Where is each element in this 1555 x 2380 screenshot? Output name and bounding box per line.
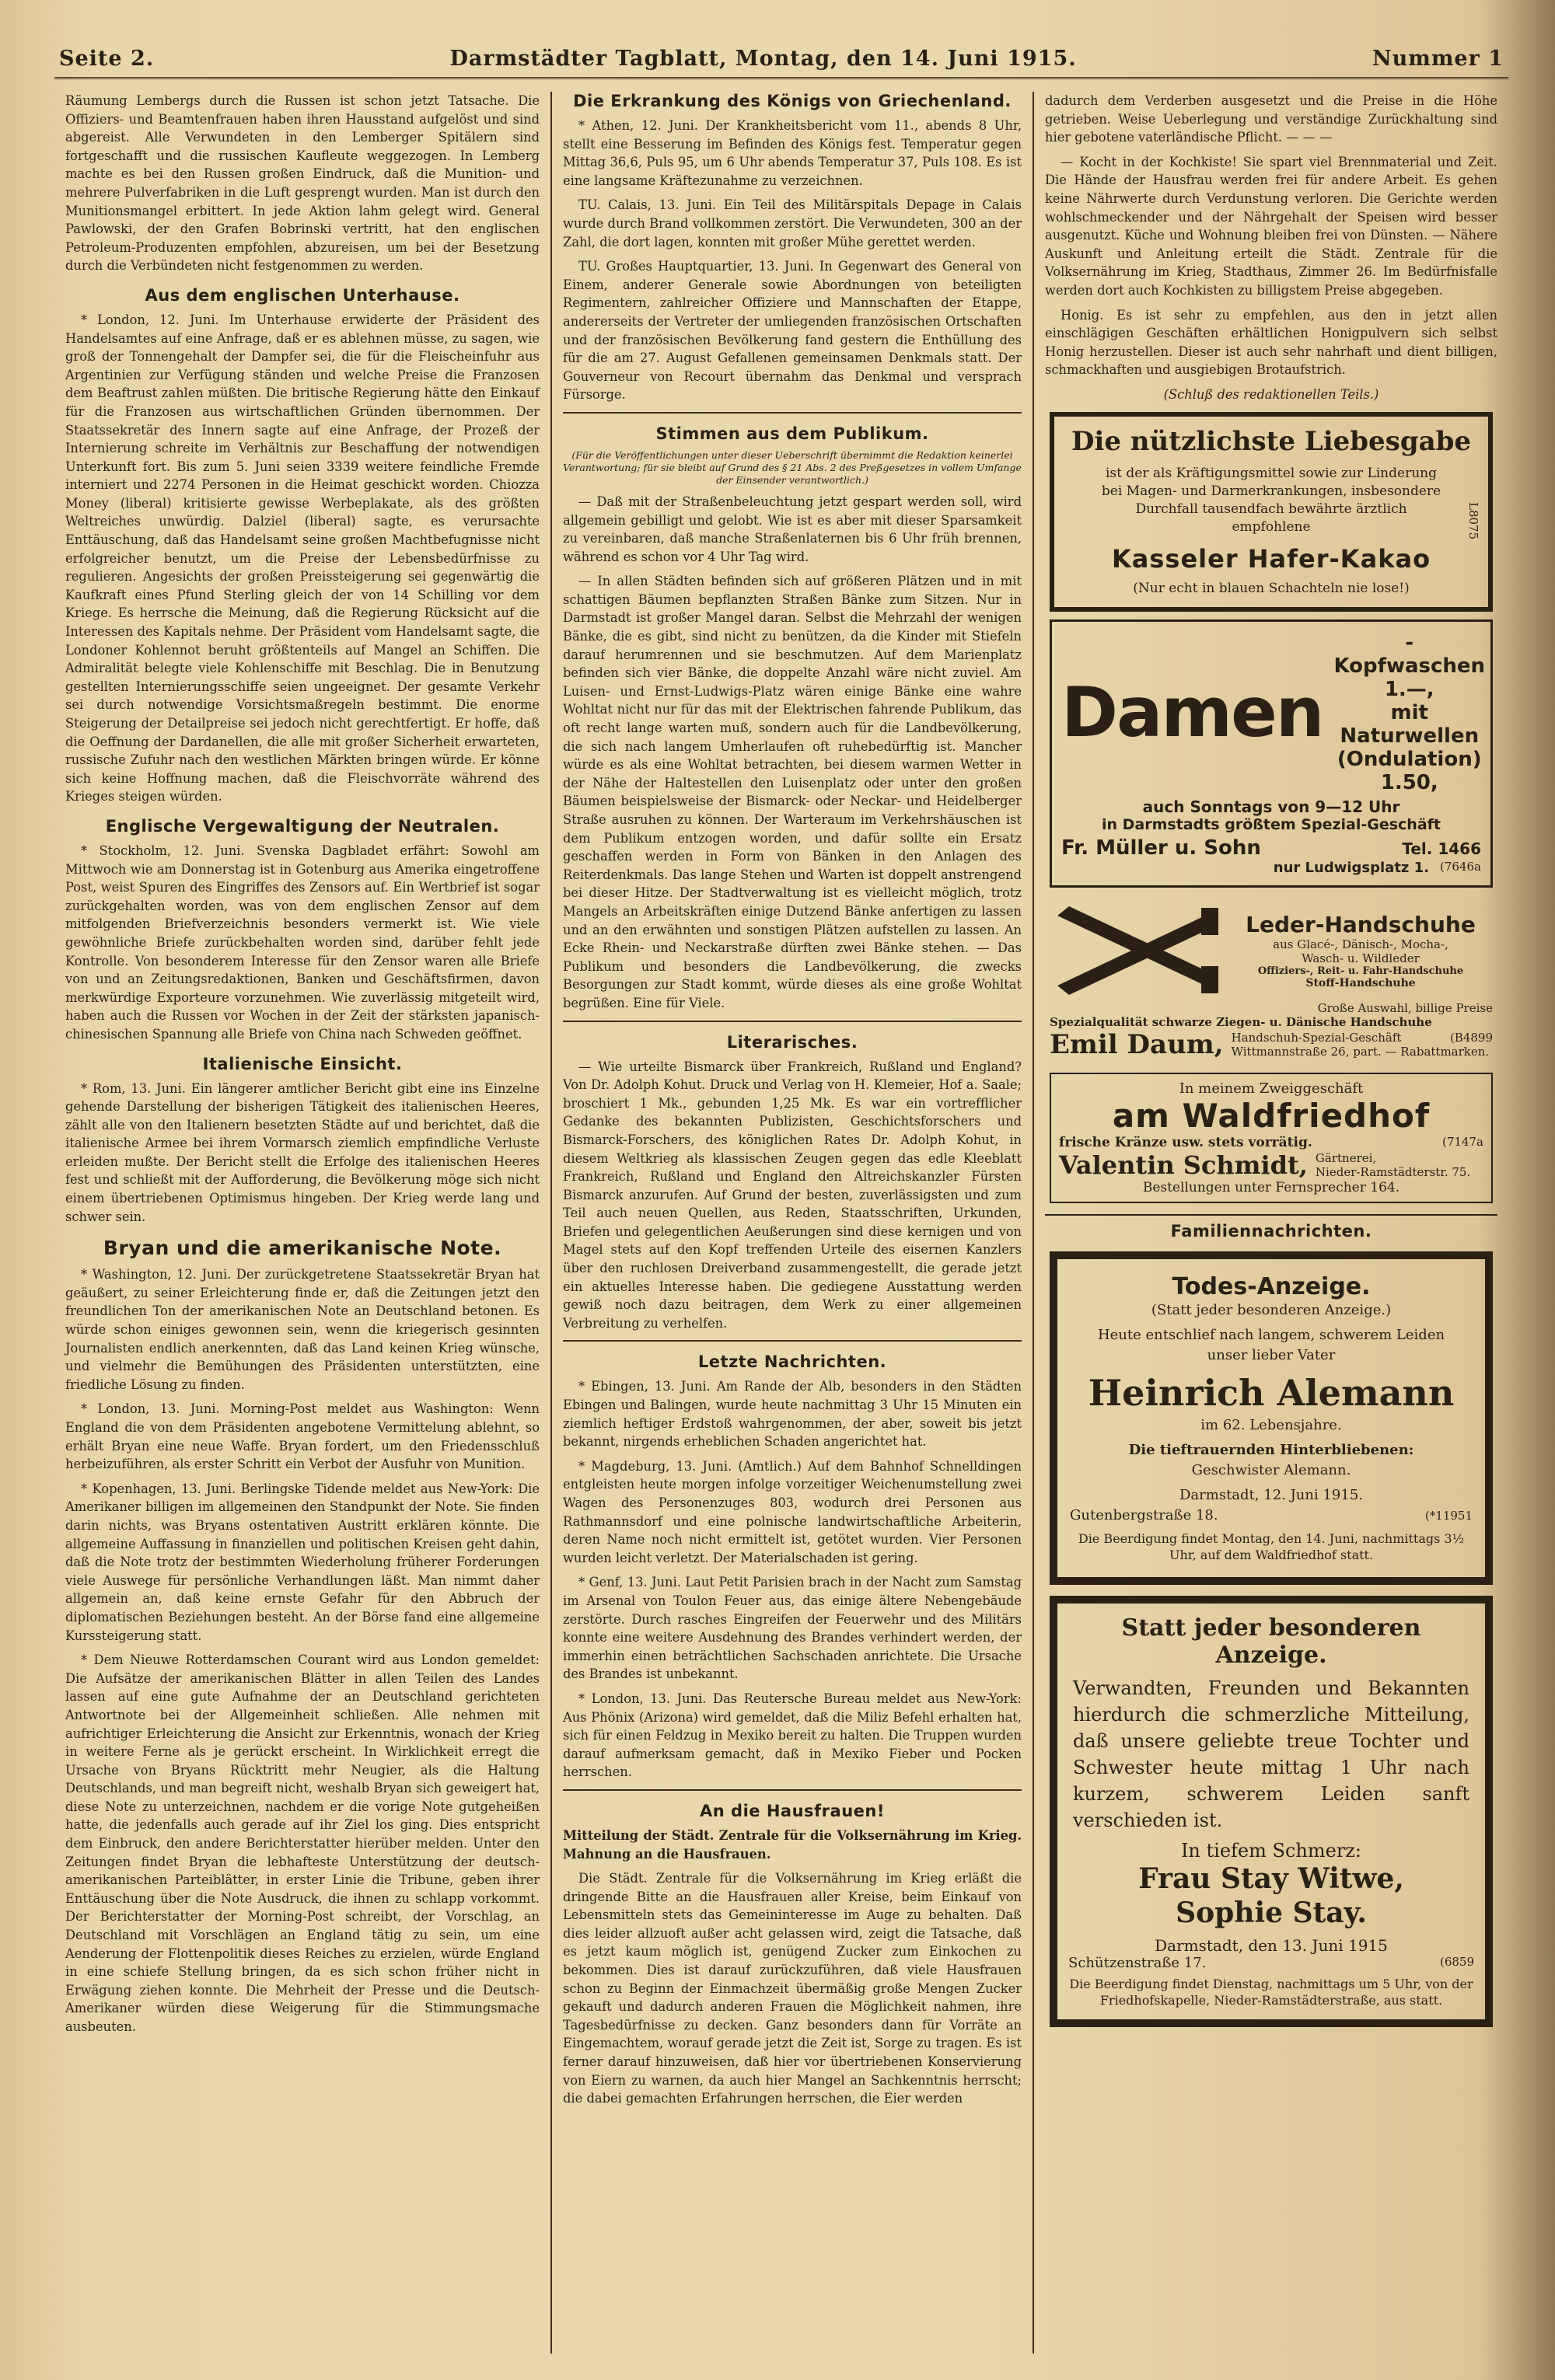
notice-text: Verwandten, Freunden und Bekannten hierdurch die schmerzliche Mitteilung, daß unsere geliebte treue Tochter und Schwester heute mittag 1 Uhr nach kurzem, schwerem Leiden sanft verschieden ist.	[1073, 1677, 1469, 1831]
article-paragraph: TU. Großes Hauptquartier, 13. Juni. In Gegenwart des General von Einem, anderer Generale sowie Abordnungen von beteiligten Regimentern, zahlreicher Offiziere und Mannschaften der Etappe, andererseits der Vertreter der umliegenden französischen Ortschaften und der französischen Bevölkerung fand gestern die Enthüllung des für die am 27. August Gefallenen gemeinsamen Denkmals statt. Der Gouverneur von Recourt übernahm das Denkmal und versprach Fürsorge.	[563, 259, 1022, 403]
ad-big-word: am Waldfriedhof	[1112, 1096, 1431, 1135]
ad-line: In meinem Zweiggeschäft	[1179, 1080, 1364, 1097]
ad-firm: Valentin Schmidt,	[1059, 1150, 1308, 1180]
columns	[54, 92, 1508, 2354]
ad-line: (Ondulation) 1.50,	[1337, 747, 1482, 794]
divider	[563, 1340, 1022, 1342]
column-1	[54, 92, 552, 2354]
ad-line: aus Glacé-, Dänisch-, Mocha-,	[1273, 937, 1448, 951]
ad-lederhandschuhe	[1050, 895, 1493, 1065]
ad-line: frische Kränze usw. stets vorrätig.	[1059, 1134, 1312, 1150]
article-paragraph: * London, 13. Juni. Morning-Post meldet aus Washington: Wenn England die von dem Präsidenten angebotene Vermittelung ablehnt, so erhält Bryan eine neue Waffe. Bryan fordert, um den Friedensschluß herbeizuführen, als erster Schritt ein Verbot der Ausfuhr von Munition.	[65, 1401, 540, 1472]
ad-code: (7646a	[1440, 859, 1481, 874]
ad-line: -Kopfwaschen 1.—,	[1333, 630, 1486, 701]
ad-address: Nieder-Ramstädterstr. 75.	[1315, 1164, 1471, 1179]
ad-address: Wittmannstraße 26, part. — Rabattmarken.	[1231, 1044, 1490, 1059]
gloves-icon	[1050, 900, 1221, 1001]
ad-title: Die nützlichste Liebesgabe	[1071, 425, 1472, 457]
article-paragraph: — Wie urteilte Bismarck über Frankreich, Rußland und England? Von Dr. Adolph Kohut. Druck und Verlag von H. Klemeier, Hof a. Saale; broschiert 1 Mk., gebunden 1,25 Mk. Es war ein vortrefflicher Gedanke des bekannten Publizisten, Geschichtsforschers und Bismarck-Forschers, des königlichen Rates Dr. Adolph Kohut, in diesem Weltkrieg als klassischen Zeugen gegen das edle Kleeblatt Frankreich, Rußland und England den Altreichskanzler Fürsten Bismarck anzurufen. Auf Grund der besten, zuverlässigsten und zum Teil auch neuen Quellen, aus Reden, Staatsschriften, Urkunden, Briefen und gelegentlichen Aeußerungen sind diese kernigen und von Magel stets auf den Kopf treffenden Urteile des eisernen Kanzlers über den ruchlosen Dreiverband zusammengestellt, die gerade jetzt ein aktuelles Interesse haben. Die gediegene Ausstattung werden gewiß noch dazu beitragen, dem Werk zu einer allgemeinen Verbreitung zu verhelfen.	[563, 1059, 1022, 1331]
ad-line: auch Sonntags von 9—12 Uhr	[1142, 797, 1400, 816]
disclaimer-note: (Für die Veröffentlichungen unter dieser Ueberschrift übernimmt die Redaktion keinerlei Verantwortung; für sie bleibt auf Grund des § 21 Abs. 2 des Preßgesetzes in vollem Umfange der Einsender verantwortlich.)	[563, 448, 1022, 486]
notice-title: Todes-Anzeige.	[1172, 1272, 1371, 1300]
divider	[563, 412, 1022, 414]
ad-line: Spezialqualität schwarze Ziegen- u. Dänische Handschuhe	[1050, 1014, 1432, 1029]
ad-line: mit Naturwellen	[1340, 700, 1480, 748]
column-2	[552, 92, 1034, 2354]
notice-title: Statt jeder besonderen Anzeige.	[1121, 1614, 1421, 1669]
page-number: Seite 2.	[59, 47, 155, 71]
article-paragraph: * Kopenhagen, 13. Juni. Berlingske Tidende meldet aus New-York: Die Amerikaner billigen im allgemeinen den Standpunkt der Note. Sie finden darin nichts, was Bryans ostentativen Austritt erklären könnte. Die allgemeine Auffassung in finanziellen und politischen Kreisen geht dahin, daß die Note trotz der bestimmten Wiederholung früherer Forderungen viele Auswege für persönliche Verhandlungen läßt. Man nimmt daher allgemein an, daß keine ernste Gefahr für den Abbruch der diplomatischen Beziehungen besteht. An der Börse fand eine allgemeine Kurssteigerung statt.	[65, 1481, 540, 1643]
deceased-name: Heinrich Alemann	[1088, 1371, 1455, 1414]
section-title-publikum: Stimmen aus dem Publikum.	[655, 424, 929, 443]
article-paragraph: * London, 13. Juni. Das Reutersche Bureau meldet aus New-York: Aus Phönix (Arizona) wird gemeldet, daß die Miliz Befehl erhalten hat, sich für einen Feldzug in Mexiko bereit zu halten. Die Truppen wurden darauf aufmerksam gemacht, daß in Mexiko Fieber und Pocken herrschen.	[563, 1691, 1022, 1780]
ad-firm-desc: Handschuh-Spezial-Geschäft	[1231, 1030, 1402, 1045]
article-paragraph: * Rom, 13. Juni. Ein längerer amtlicher Bericht gibt eine ins Einzelne gehende Darstellung der bisherigen Tätigkeit des italienischen Heeres, zählt alle von den Italienern besetzten Städte auf und berichtet, daß die italienische Armee bei ihrem Vormarsch ziemlich empfindliche Verluste erleiden mußte. Der Bericht stellt die Erfolge des italienischen Heeres fest und schließt mit der Aufforderung, die Bevölkerung möge sich nicht einem übertriebenen Optimismus hingeben. Der Krieg werde lang und schwer sein.	[65, 1080, 540, 1224]
masthead-line: Darmstädter Tagblatt, Montag, den 14. Juni 1915.	[449, 47, 1077, 71]
notice-place: Darmstadt, den 13. Juni 1915	[1155, 1935, 1388, 1955]
editorial-end-note: (Schluß des redaktionellen Teils.)	[1163, 386, 1379, 402]
article-lead: Mitteilung der Städt. Zentrale für die Volksernährung im Krieg. Mahnung an die Hausfrauen.	[563, 1827, 1022, 1862]
ad-phone: Bestellungen unter Fernsprecher 164.	[1142, 1179, 1400, 1195]
section-title-griechenland: Die Erkrankung des Königs von Griechenland.	[573, 92, 1012, 110]
ad-code: L8075	[1466, 501, 1480, 539]
article-paragraph: Honig. Es ist sehr zu empfehlen, aus den in jetzt allen einschlägigen Geschäften erhältlichen Honigpulvern sich selbst Honig herzustellen. Dieser ist auch sehr nahrhaft und dient billigen, schmackhaften und ausgiebigen Brotaufstrich.	[1045, 307, 1497, 378]
mourner-name: Sophie Stay.	[1176, 1896, 1367, 1929]
article-paragraph: — In allen Städten befinden sich auf größeren Plätzen und in mit schattigen Bäumen bepflanzten Straßen Bänke zum Sitzen. Nur in Darmstadt ist großer Mangel daran. Selbst die Mehrzahl der wenigen Bänke, die es gibt, sind nicht zu benützen, da die Kinder mit Stiefeln darauf herumrennen und sie beschmutzen. Auf dem Marienplatz befinden sich vier Bänke, die doppelte Anzahl wäre nicht zuviel. Am Luisen- und Ernst-Ludwigs-Platz wären einige Bänke eine wahre Wohltat nicht nur für das mit der Elektrischen fahrende Publikum, das oft recht lange warten muß, sondern auch für die Landbevölkerung, die sich nach langem Umherlaufen oft ruhebedürftig ist. Mancher würde es als eine Wohltat betrachten, bei diesem warmen Wetter in der Nähe der Haltestellen den Luisenplatz oder unter den großen Bäumen beispielsweise der Bismarck- oder Neckar- und Heidelberger Straße ausruhen zu können. Der Warteraum im Verkehrshäuschen ist dem Publikum entzogen worden, und dafür sollte ein Ersatz geschaffen werden in Form von Bänken in den Anlagen des Reiterdenkmals. Das lange Stehen und Warten ist doppelt anstrengend bei dieser Hitze. Der Stadtverwaltung ist es vielleicht möglich, trotz Mangels an Arbeitskräften einige Dutzend Bänke anfertigen zu lassen und an den erwähnten und sonstigen Plätzen aufstellen zu lassen. An Ecke Rhein- und Neckarstraße dürften zwei Bänke stehen. — Das Publikum und besonders die Landbevölkerung, die zwecks Besorgungen zur Stadt kommt, würde dieses als eine große Wohltat begrüßen. Eine für Viele.	[563, 574, 1022, 1010]
divider	[563, 1789, 1022, 1791]
article-paragraph: * Ebingen, 13. Juni. Am Rande der Alb, besonders in den Städten Ebingen und Balingen, wurde heute nachmittag 3 Uhr 15 Minuten ein ziemlich heftiger Erdstoß wahrgenommen, der aber, soweit bis jetzt bekannt, nirgends erheblichen Schaden angerichtet hat.	[563, 1379, 1022, 1450]
article-paragraph: — Daß mit der Straßenbeleuchtung jetzt gespart werden soll, wird allgemein gebilligt und gelobt. Wie ist es aber mit dieser Sparsamkeit zu vereinbaren, daß manche Straßenlaternen bis 6 Uhr früh brennen, während es schon vor 4 Uhr Tag wird.	[563, 494, 1022, 564]
ad-text: ist der als Kräftigungsmittel sowie zur Linderung bei Magen- und Darmerkrankungen, insbesondere Durchfall tausendfach bewährte ärztlich empfohlene	[1101, 465, 1441, 535]
article-paragraph: * Dem Nieuwe Rotterdamschen Courant wird aus London gemeldet: Die Aufsätze der amerikanischen Blätter in allen Teilen des Landes lassen auf eine gute Aufnahme der an Deutschland gerichteten Antwortnote bei der Allgemeinheit schließen. Alle nehmen mit aufrichtiger Erleichterung die Ansicht zur Erkenntnis, wonach der Krieg in weitere Ferne als je gerückt erscheint. In Wirklichkeit erregt die Ursache von Bryans Rücktritt mehr Neugier, als die Haltung Deutschlands, und man begreift nicht, weshalb Bryan sich geweigert hat, diese Note zu unterzeichnen, nachdem er die vorige Note gutgeheißen hatte, die jedenfalls auch gerade auf ihr Ziel los ging. Dies entspricht dem Einbruck, den andere Berichterstatter hierüber melden. Unter den Zeitungen findet Bryan die lebhafteste Unterstützung der deutsch-amerikanischen Parteiblätter, in erster Linie die Tribune, geben ihrer Enttäuschung über die Note Ausdruck, die ihnen zu schlapp vorkommt. Der Berichterstatter der Morning-Post schreibt, der Vorschlag, an Deutschland mit Vorschlägen an England tätig zu sein, um eine Aenderung der Flottenpolitik dieses Reiches zu erzielen, würde England in eine schiefe Stellung bringen, da es sich schon früher nicht in Erwägung ziehen konnte. Die Mehrheit der Presse und die Deutsch-Amerikaner würden diese Weigerung für die Stimmungsmache ausbeuten.	[65, 1652, 540, 2034]
ad-firm: Fr. Müller u. Sohn	[1061, 836, 1261, 860]
notice-funeral: Die Beerdigung findet Montag, den 14. Juni, nachmittags 3½ Uhr, auf dem Waldfriedhof statt.	[1078, 1530, 1465, 1562]
ad-hafer-kakao	[1050, 412, 1493, 612]
ad-firm-desc: Gärtnerei,	[1315, 1150, 1377, 1165]
ad-waldfriedhof	[1050, 1073, 1493, 1203]
ad-line: Stoff-Handschuhe	[1305, 976, 1416, 989]
death-notice-stay	[1050, 1596, 1493, 2027]
notice-place: Darmstadt, 12. Juni 1915.	[1179, 1486, 1363, 1503]
column-3	[1034, 92, 1508, 2354]
notice-funeral: Die Beerdigung findet Dienstag, nachmittags um 5 Uhr, von der Friedhofskapelle, Nieder-Ramstädterstraße, aus statt.	[1069, 1976, 1473, 2008]
section-title-letzte-nachrichten: Letzte Nachrichten.	[697, 1352, 887, 1372]
divider	[563, 1021, 1022, 1022]
ad-firm: Emil Daum,	[1050, 1028, 1224, 1060]
article-paragraph: * Genf, 13. Juni. Laut Petit Parisien brach in der Nacht zum Samstag im Arsenal von Toulon Feuer aus, das einige ältere Nebengebäude zerstörte. Durch rasches Eingreifen der Feuerwehr und des Militärs konnte eine weitere Ausdehnung des Brandes verhindert werden, der immerhin einen beträchtlichen Sachschaden anrichtete. Die Ursache des Brandes ist unbekannt.	[563, 1575, 1022, 1682]
notice-code: (6859	[1439, 1954, 1474, 1969]
notice-street: Gutenbergstraße 18.	[1070, 1506, 1218, 1523]
ad-phone: Tel. 1466	[1402, 839, 1481, 858]
section-title-neutralen: Englische Vergewaltigung der Neutralen.	[105, 816, 500, 836]
lead-paragraph: Räumung Lembergs durch die Russen ist schon jetzt Tatsache. Die Offiziers- und Beamtenfrauen haben ihren Hausstand aufgelöst und sind abgereist. Alle Verwundeten in den Lemberger Spitälern sind fortgeschafft und die russischen Kaufleute weggezogen. In Lemberg machte es bei den Russen großen Eindruck, daß die Munition- und mehrere Pulverfabriken in die Luft gesprengt wurden. Man ist durch den Munitionsmangel erbittert. In jede Aktion lahm gelegt wird. General Pawlowski, der den Grafen Bobrinski vertritt, hat den englischen Petroleum-Produzenten empfohlen, abzureisen, um bei der Besetzung durch die Verbündeten nicht festgenommen zu werden.	[65, 93, 540, 274]
article-paragraph: TU. Calais, 13. Juni. Ein Teil des Militärspitals Depage in Calais wurde durch Brand vollkommen zerstört. Die Verwundeten, 300 an der Zahl, die dort lagen, konnten mit großer Mühe gerettet werden.	[563, 197, 1022, 250]
section-title-literarisches: Literarisches.	[726, 1032, 858, 1052]
section-title-bryan: Bryan und die amerikanische Note.	[103, 1237, 502, 1260]
ad-damen-kopfwaschen	[1050, 619, 1493, 888]
ad-title: Leder-Handschuhe	[1246, 911, 1476, 937]
ad-note: (Nur echt in blauen Schachteln nie lose!)	[1133, 580, 1410, 596]
article-paragraph: * Magdeburg, 13. Juni. (Amtlich.) Auf dem Bahnhof Schnelldingen entgleisten heute morgen infolge vorzeitiger Weichenumstellung zwei Wagen des Personenzuges 803, wodurch drei Personen aus Rathmannsdorf und eine polnische landwirtschaftliche Arbeiterin, deren Name noch nicht ermittelt ist, getötet wurden. Vier Personen wurden leicht verletzt. Der Materialschaden ist gering.	[563, 1458, 1022, 1565]
section-title-familien: Familiennachrichten.	[1045, 1214, 1497, 1241]
mourner-name: Frau Stay Witwe,	[1138, 1862, 1404, 1895]
ad-code: (B4899	[1449, 1030, 1493, 1045]
notice-line: In tiefem Schmerz:	[1180, 1839, 1362, 1862]
page-header	[54, 47, 1508, 79]
ad-big-word: Damen	[1061, 672, 1323, 752]
ad-address: nur Ludwigsplatz 1.	[1273, 859, 1430, 876]
article-paragraph: Die Städt. Zentrale für die Volksernährung im Krieg erläßt die dringende Bitte an die Hausfrauen aller Kreise, beim Einkauf von Lebensmitteln stets das Gemeininteresse im Auge zu behalten. Daß dies leider allzuoft außer acht gelassen wird, zeigt die Tatsache, daß es jetzt kaum möglich ist, genügend Zucker zum Einkochen zu bekommen. Dies ist darauf zurückzuführen, daß viele Hausfrauen schon zu Beginn der Einmachzeit übermäßig große Mengen Zucker gekauft und dadurch anderen Frauen die Möglichkeit nahmen, ihre Tagesbedürfnisse zu decken. Ganz besonders dann für Vorräte an Eingemachtem, worauf gerade jetzt die Zeit ist, Sorge zu tragen. Es ist ferner darauf hinzuweisen, daß hier vor übertriebenen Konservierung von Eiern zu warnen, da auch hier Mangel an Sachkenntnis herrscht; die dabei gemachten Erfahrungen herrschen, die Eier werden	[563, 1871, 1022, 2106]
notice-code: (*11951	[1424, 1508, 1473, 1523]
ad-line: in Darmstadts größtem Spezial-Geschäft	[1101, 815, 1441, 833]
section-title-italien: Italienische Einsicht.	[202, 1054, 403, 1073]
notice-family: Geschwister Alemann.	[1191, 1461, 1351, 1478]
ad-line: Wasch- u. Wildleder	[1302, 951, 1420, 965]
notice-subtitle: (Statt jeder besonderen Anzeige.)	[1151, 1301, 1392, 1318]
notice-mourners: Die tieftrauernden Hinterbliebenen:	[1128, 1441, 1414, 1458]
article-paragraph: * London, 12. Juni. Im Unterhause erwiderte der Präsident des Handelsamtes auf eine Anfrage, daß er es ablehnen müsse, zu sagen, wie groß der Tonnengehalt der Dampfer sei, die für die Fleischeinfuhr aus Argentinien zur Verfügung ständen und welche Preise die Franzosen dem Beaftrust zahlen müßten. Die britische Regierung hätte den Einkauf für die Franzosen aus wirtschaftlichen Gründen übernommen. Der Staatssekretär des Innern sagte auf eine Anfrage, der Prozeß der Internierung schreite im Verhältnis zur Beschaffung der notwendigen Unterkunft fort. Bis zum 5. Juni seien 3339 weitere feindliche Fremde interniert und 2274 Personen in die Heimat geschickt worden. Chiozza Money (liberal) kritisierte gewisse Werbeplakate, als des größten Weltreiches unwürdig. Dalziel (liberal) sagte, es verursachte Enttäuschung, daß das Handelsamt seine großen Machtbefugnisse nicht erfolgreicher benutzt, um die Preise der Lebensbedürfnisse zu regulieren. Angesichts der großen Preissteigerung sei gegenwärtig die Kaufkraft eines Pfund Sterling gleich der von 14 Schilling vor dem Kriege. Es herrsche die Meinung, daß die Regierung Rücksicht auf die Interessen des Kapitals nehme. Der Präsident vom Handelsamt sagte, die Londoner Kohlennot beruht größtenteils auf Mangel an Schiffen. Die Admiralität belegte viele Kohlenschiffe mit Beschlag. Die in Benutzung gestellten Internierungsschiffe seien ungeeignet. Der gesamte Verkehr sei durch notwendige Vorsichtsmaßregeln bestimmt. Die enorme Steigerung der Detailpreise sei jedoch nicht gerechtfertigt. Er hoffe, daß die Oeffnung der Dardanellen, die alle mit großer Sicherheit erwarteten, russische Zufuhr nach den westlichen Märkten bringen würde. Er könne sich keine Hoffnung machen, daß die Fleischvorräte während des Krieges steigen würden.	[65, 312, 540, 804]
article-paragraph: * Stockholm, 12. Juni. Svenska Dagbladet erfährt: Sowohl am Mittwoch wie am Donnerstag ist in Gotenburg aus Amerika eingetroffene Post, weist Spuren des Eingriffes des Zensors auf. Ein Wertbrief ist sogar zurückgehalten worden, was von dem englischen Zensor auf dem mitfolgenden Briefverzeichnis besonders vermerkt ist. Wie viele gewöhnliche Briefe zurückbehalten worden sind, darüber fehlt jede Kontrolle. Von besonderem Interesse für den Zensor waren alle Briefe von und an Zeitungsredaktionen, Banken und Geschäftsfirmen, davon merkwürdige Exporteure vorzunehmen. Wie zuverlässig mitgeteilt wird, haben auch die Russen vor Wochen in der Zeit der stärksten japanisch-chinesischen Spannung alle Briefe von China nach Schweden geöffnet.	[65, 843, 540, 1042]
section-title-hausfrauen: An die Hausfrauen!	[700, 1801, 885, 1820]
notice-age: im 62. Lebensjahre.	[1200, 1416, 1342, 1433]
ad-line: Große Auswahl, billige Preise	[1317, 1000, 1493, 1015]
ad-line: Offiziers-, Reit- u. Fahr-Handschuhe	[1257, 965, 1464, 977]
death-notice-alemann	[1050, 1251, 1493, 1585]
ad-brand: Kasseler Hafer-Kakao	[1111, 543, 1431, 574]
section-title-unterhaus: Aus dem englischen Unterhause.	[145, 285, 460, 305]
notice-street: Schützenstraße 17.	[1068, 1954, 1207, 1971]
ad-code: (7147a	[1442, 1134, 1483, 1149]
article-paragraph: — Kocht in der Kochkiste! Sie spart viel Brennmaterial und Zeit. Die Hände der Hausfrau werden frei für andere Arbeit. Es gehen keine Nährwerte durch Verdunstung verloren. Die Gerichte werden wohlschmeckender und der Nährgehalt der Speisen wird besser ausgenutzt. Küche und Wohnung bleiben frei von Dünsten. — Nähere Auskunft und Anleitung erteilt die Städt. Zentrale für die Volksernährung im Krieg, Stadthaus, Zimmer 26. Im Bedürfnisfalle werden dort auch Kochkisten zu billigstem Preise abgegeben.	[1045, 154, 1497, 298]
lead-paragraph: dadurch dem Verderben ausgesetzt und die Preise in die Höhe getrieben. Weise Ueberlegung und verständige Zurückhaltung sind hier gebotene vaterländische Pflicht. — — —	[1045, 93, 1497, 145]
article-paragraph: * Athen, 12. Juni. Der Krankheitsbericht vom 11., abends 8 Uhr, stellt eine Besserung im Befinden des Königs fest. Temperatur gegen Mittag 36,6, Puls 95, um 6 Uhr abends Temperatur 37, Puls 108. Es ist eine langsame Kräftezunahme zu verzeichnen.	[563, 118, 1022, 188]
notice-text: Heute entschlief nach langem, schwerem Leiden unser lieber Vater	[1097, 1326, 1445, 1363]
issue-number: Nummer 1	[1372, 47, 1504, 71]
article-paragraph: * Washington, 12. Juni. Der zurückgetretene Staatssekretär Bryan hat geäußert, zu seiner Erleichterung finde er, daß die Zeitungen jetzt den freundlichen Ton der amerikanischen Note an Deutschland betonen. Es würde schon einiges gewonnen sein, wenn die kriegerisch gesinnten Journalisten endlich anerkennten, daß das Land keinen Krieg wünsche, und vielmehr die Bemühungen des Präsidenten unterstützten, eine friedliche Lösung zu finden.	[65, 1267, 540, 1392]
